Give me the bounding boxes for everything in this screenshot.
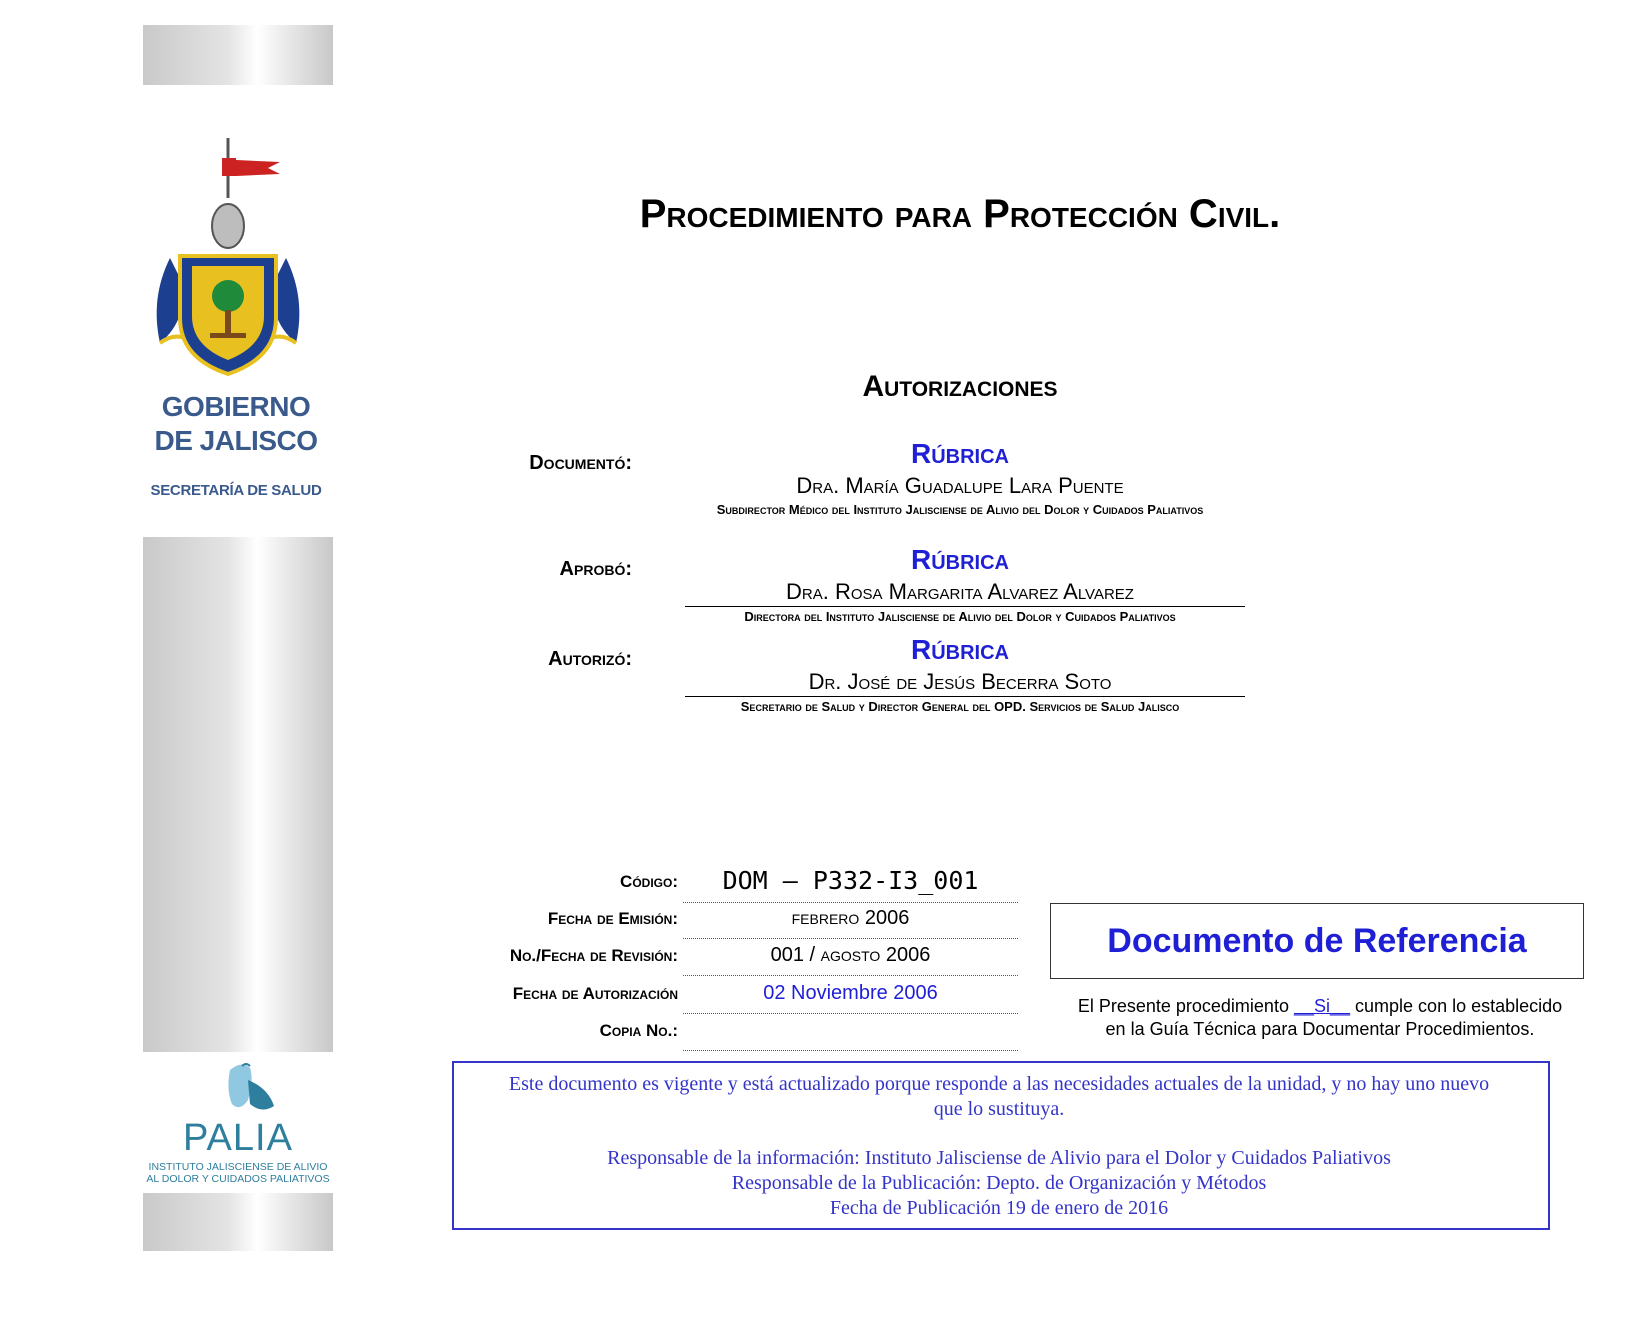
authorization-date-label: Fecha de Autorización <box>512 984 678 1003</box>
copy-number-label: Copia No.: <box>599 1021 678 1040</box>
signature-rubrica: Rúbrica <box>911 544 1009 575</box>
reference-note: El Presente procedimiento __Si__ cumple con lo establecido en la Guía Técnica para Documentar Procedimientos. <box>1077 996 1563 1039</box>
field-divider <box>683 1050 1018 1051</box>
sidebar-top-bar <box>143 25 333 85</box>
signature-line <box>685 606 1245 607</box>
authorization-date-value: 02 Noviembre 2006 <box>763 982 938 1004</box>
emission-date-value: febrero 2006 <box>791 907 910 929</box>
role-label-autorizo: Autorizó: <box>548 648 632 670</box>
document-title: Procedimiento para Protección Civil. <box>639 192 1281 236</box>
signature-line <box>685 696 1245 697</box>
signer-name: Dra. María Guadalupe Lara Puente <box>796 473 1124 498</box>
responsible-publication: Responsable de la Publicación: Depto. de Organización y Métodos <box>731 1172 1267 1194</box>
code-label: Código: <box>620 872 678 891</box>
revision-label: No./Fecha de Revisión: <box>509 946 678 965</box>
notice-line: Este documento es vigente y está actualizado porque responde a las necesidades actuales de la unidad, y no hay uno nuevo <box>508 1073 1490 1095</box>
notice-line: que lo sustituya. <box>933 1098 1065 1120</box>
field-divider <box>683 902 1018 903</box>
signature-rubrica: Rúbrica <box>911 634 1009 665</box>
secretariat-label: SECRETARÍA DE SALUD <box>150 482 322 499</box>
palia-butterfly-icon <box>148 1060 328 1120</box>
role-label-documento: Documentó: <box>529 452 632 474</box>
palia-name: PALIA <box>183 1117 293 1159</box>
authorizations-title: Autorizaciones <box>862 370 1058 403</box>
signer-position: Subdirector Médico del Instituto Jalisciense de Alivio del Dolor y Cuidados Paliativos <box>716 502 1204 517</box>
sidebar-middle-bar <box>143 537 333 1052</box>
signer-name: Dra. Rosa Margarita Alvarez Alvarez <box>786 579 1134 604</box>
field-divider <box>683 975 1018 976</box>
signer-position: Secretario de Salud y Director General del OPD. Servicios de Salud Jalisco <box>740 699 1180 714</box>
compliance-value: __Si__ <box>1293 996 1351 1016</box>
role-label-aprobo: Aprobó: <box>559 558 632 580</box>
signer-name: Dr. José de Jesús Becerra Soto <box>808 669 1112 694</box>
publication-date: Fecha de Publicación 19 de enero de 2016 <box>829 1197 1169 1219</box>
government-title: GOBIERNO DE JALISCO <box>154 391 318 456</box>
jalisco-coat-of-arms-icon <box>140 138 316 378</box>
code-value: DOM – P332-I3_001 <box>722 866 979 895</box>
palia-subtitle: INSTITUTO JALISCIENSE DE ALIVIO AL DOLOR Y CUIDADOS PALIATIVOS <box>146 1161 330 1185</box>
field-divider <box>683 938 1018 939</box>
signer-position: Directora del Instituto Jalisciense de Alivio del Dolor y Cuidados Paliativos <box>744 609 1176 624</box>
revision-value: 001 / agosto 2006 <box>770 944 931 966</box>
field-divider <box>683 1013 1018 1014</box>
sidebar-bottom-bar <box>143 1193 333 1251</box>
reference-title: Documento de Referencia <box>1107 922 1527 960</box>
emission-date-label: Fecha de Emisión: <box>547 909 678 928</box>
signature-rubrica: Rúbrica <box>911 438 1009 469</box>
responsible-info: Responsable de la información: Instituto Jalisciense de Alivio para el Dolor y Cuidados Paliativos <box>607 1147 1391 1169</box>
